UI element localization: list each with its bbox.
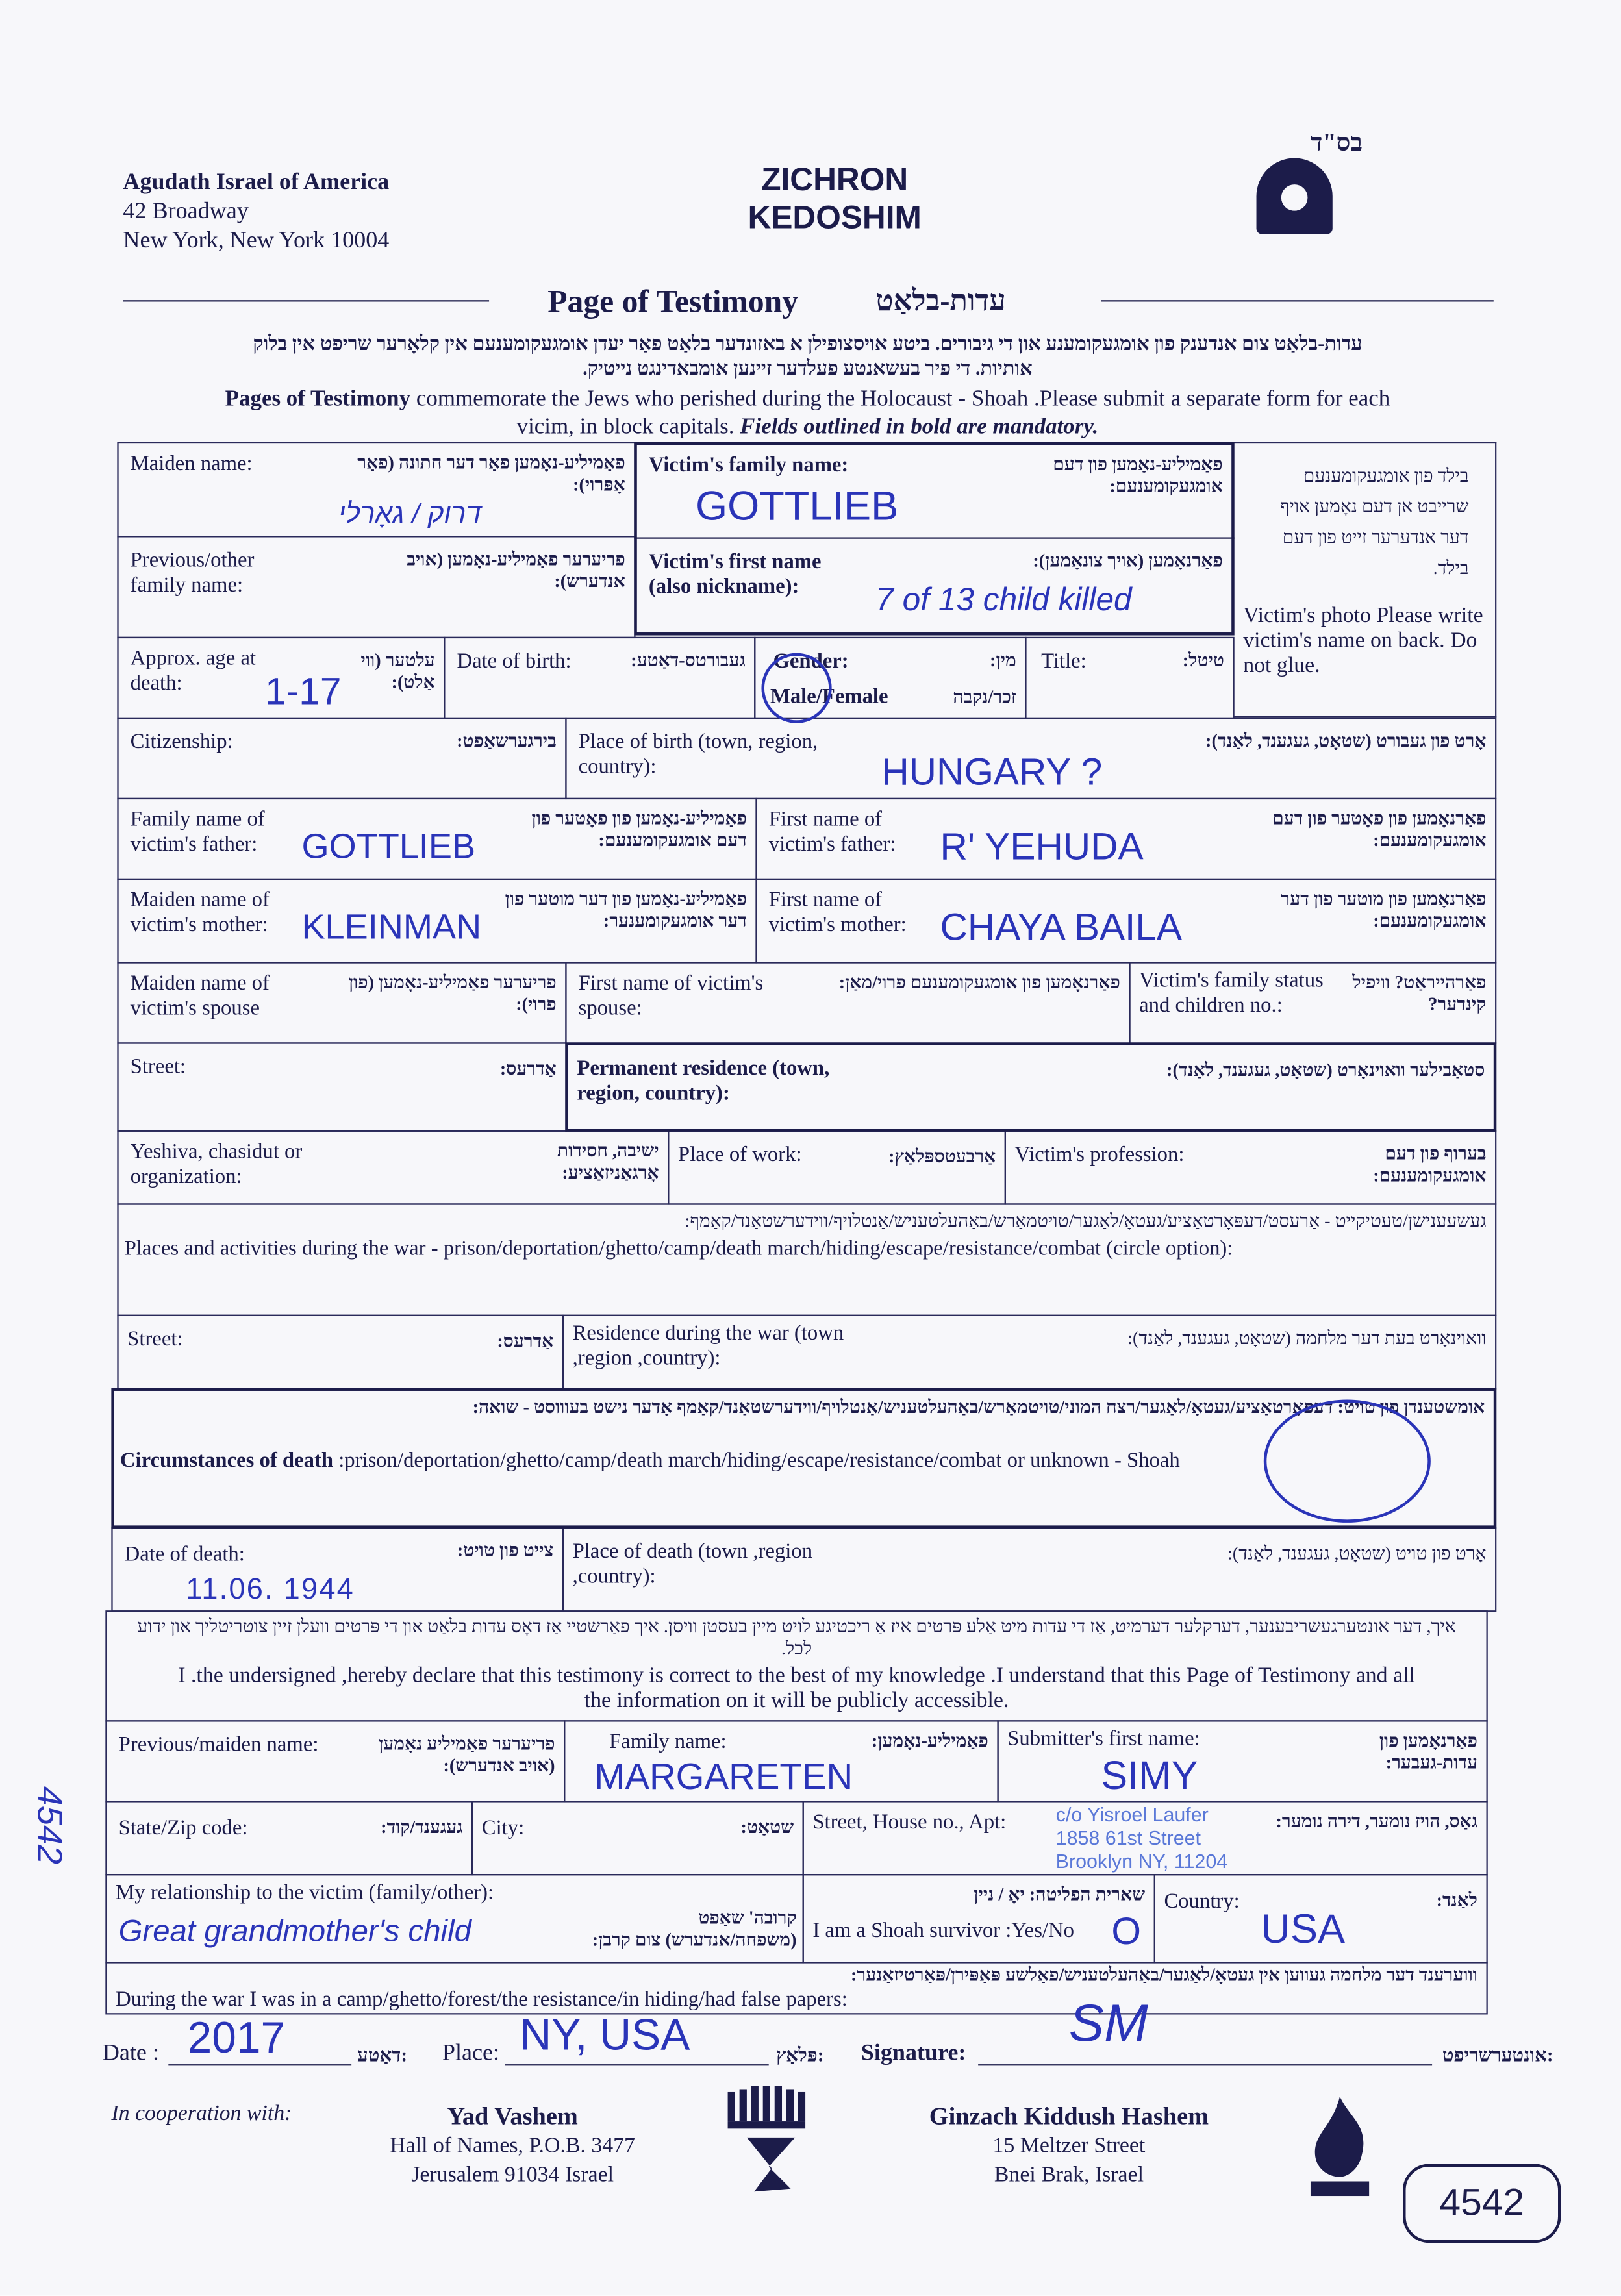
photo-instructions-hebrew: בילד פון אומגעקומענעם שרייבט אן דעם נאָמען אויף דער אנדערער זייט פון דעם בילד.: [1279, 465, 1469, 579]
field-label-hebrew: עלטער (ווי אַלט):: [360, 650, 435, 693]
field-value: דרוק / גאָרלי: [338, 499, 482, 530]
zichron-kedoshim-title: [688, 161, 981, 237]
field-label-hebrew: וווערענד דער מלחמה געווען אין געטאָ/לאַגער/באַהעלטעניש/פאַלשע פּאַפּירן/פּאַרטיזאַנער:: [851, 1964, 1477, 1986]
title-line-2: KEDOSHIM: [748, 199, 922, 236]
submitter-previous-name-field[interactable]: [105, 1720, 565, 1802]
spouse-first-name-field[interactable]: [565, 962, 1130, 1043]
family-status-field[interactable]: [1129, 962, 1496, 1043]
relationship-field[interactable]: [105, 1874, 803, 1964]
field-label-hebrew: פאַרנאָמען פון אומגעקומענעם פרוי/מאַן:: [838, 972, 1120, 993]
city-field[interactable]: [471, 1801, 804, 1875]
victim-photo-area[interactable]: [1233, 442, 1496, 718]
yeshiva-field[interactable]: [117, 1130, 669, 1205]
father-first-name-field[interactable]: [755, 798, 1496, 880]
photo-instructions: Victim's photo Please write victim's name on back. Do not glue.: [1243, 605, 1483, 678]
intro-text-2: vicim, in block capitals.: [516, 414, 735, 440]
field-label-hebrew: וואוינאָרט בעת דער מלחמה (שטאָט, געגענד, לאַנד):: [1127, 1328, 1487, 1349]
field-label: Maiden name of victim's mother:: [130, 888, 270, 938]
field-value: SIMY: [1101, 1754, 1198, 1798]
field-value: HUNGARY ?: [881, 749, 1103, 794]
field-label: Victim's family name:: [648, 453, 849, 478]
date-of-birth-field[interactable]: [444, 637, 755, 719]
field-label: First name of victim's spouse:: [578, 972, 764, 1021]
intro-text: commemorate the Jews who perished during the Holocaust - Shoah .Please submit a separate form for each: [410, 386, 1390, 412]
submitter-first-name-field[interactable]: [997, 1720, 1487, 1802]
field-label: Residence during the war (town ,region ,country):: [572, 1321, 844, 1371]
intro-english: [123, 385, 1492, 441]
field-label-hebrew: ישיבה, חסידות אָרגאַניזאַציע:: [557, 1140, 659, 1183]
field-label: First name of victim's mother:: [768, 888, 907, 938]
field-value: 11.06. 1944: [186, 1573, 355, 1606]
field-label-hebrew: לאַנד:: [1436, 1890, 1477, 1911]
place-of-death-field[interactable]: [562, 1527, 1496, 1612]
state-zip-field[interactable]: [105, 1801, 473, 1875]
permanent-residence-field[interactable]: [565, 1042, 1496, 1132]
field-label: Street:: [127, 1328, 183, 1352]
field-label: Citizenship:: [130, 730, 233, 755]
cooperation-label: In cooperation with:: [111, 2102, 292, 2126]
field-label-hebrew: פאַרהייראַט? וויפיל קינדער?: [1352, 972, 1487, 1015]
yad-vashem-address: Hall of Names, P.O.B. 3477: [390, 2134, 635, 2158]
field-label: Submitter's first name:: [1007, 1727, 1200, 1751]
field-label: Street, House no., Apt:: [812, 1811, 1007, 1835]
gender-female-option[interactable]: Female: [822, 685, 888, 709]
victim-family-name-field[interactable]: [634, 442, 1234, 538]
field-value: USA: [1261, 1906, 1346, 1952]
field-value: 7 of 13 child killed: [875, 581, 1132, 618]
yad-vashem-block: [351, 2103, 673, 2190]
field-label-hebrew: פריערער פאַמיליע-נאָמען (פון פרוי):: [348, 972, 557, 1015]
field-label-hebrew: אַדרעס:: [499, 1058, 557, 1079]
field-label: Circumstances of death: [119, 1449, 334, 1473]
place-of-birth-field[interactable]: [565, 718, 1496, 799]
intro-mandatory-note: Fields outlined in bold are mandatory.: [740, 414, 1099, 440]
field-label-hebrew: גאַס, הויז נומער, דירה נומער:: [1275, 1811, 1477, 1832]
field-label-hebrew: פאַרנאָמען פון מוטער פון דער אומגעקומענעם:: [1281, 888, 1487, 931]
field-label: Approx. age at death:: [130, 647, 257, 695]
intro-bold: Pages of Testimony: [225, 386, 411, 412]
submitter-family-name-field[interactable]: [564, 1720, 999, 1802]
date-of-death-field[interactable]: [111, 1527, 564, 1612]
date-underline: [168, 2064, 351, 2065]
field-label: Date of birth:: [457, 650, 572, 674]
flame-logo-icon: [1303, 2097, 1377, 2199]
ginzach-block: [886, 2103, 1252, 2190]
gender-options: Male/Female: [770, 685, 888, 709]
field-label: Place of birth (town, region, country):: [578, 730, 818, 779]
place-underline: [505, 2064, 769, 2065]
gender-options-hebrew: זכר/נקבה: [953, 686, 1016, 708]
bsd-mark: בס"ד: [1310, 129, 1363, 157]
date-label: Date :: [102, 2041, 159, 2066]
yad-vashem-logo-icon: [725, 2086, 812, 2196]
field-label-hebrew: פאַמיליע-נאָמען פון דער מוטער פון דער אומגעקומענער:: [505, 888, 747, 931]
field-label-hebrew: אומשטענדן פון טויט: דעפּאָרטאַציע/געטאָ/לאַגער/רצח המוני/טויטמאַרש/באַהעלטעניש/אַנטלויף/ווידערשטאַנד/קאַמף אָדער נישט בעוווסט - שואה:: [472, 1396, 1485, 1417]
field-label-hebrew: פאַמיליע-נאָמען פאַר דער חתונה (פאַר אָפּרוי):: [357, 452, 625, 495]
mother-maiden-name-field[interactable]: [117, 879, 757, 964]
org-name: Agudath Israel of America: [123, 169, 390, 195]
field-value: GOTTLIEB: [301, 827, 476, 867]
field-label: Gender:: [773, 650, 849, 674]
survivor-no-mark: O: [1111, 1909, 1141, 1953]
org-block: [123, 168, 389, 256]
field-label: Previous/maiden name:: [118, 1733, 319, 1757]
field-value: R' YEHUDA: [940, 824, 1144, 869]
org-address-2: New York, New York 10004: [123, 228, 390, 254]
gender-male-option[interactable]: Male: [770, 685, 816, 709]
war-street-field[interactable]: [117, 1315, 564, 1390]
tablets-logo-icon: [1257, 158, 1333, 234]
field-label: Victim's profession:: [1014, 1143, 1185, 1167]
circumstances-of-death-field[interactable]: [111, 1388, 1496, 1528]
place-label-hebrew: פּלאַץ:: [775, 2043, 824, 2066]
field-value: KLEINMAN: [301, 907, 482, 947]
field-label-hebrew: פאַרנאָמען פון עדות-געבער:: [1379, 1730, 1477, 1773]
field-label-hebrew: סטאַבילער וואוינאָרט (שטאָט, געגענד, לאַנד):: [1166, 1060, 1485, 1080]
maiden-name-field[interactable]: [117, 442, 635, 538]
field-value: CHAYA BAILA: [940, 905, 1183, 949]
signature-value[interactable]: SM: [1068, 1992, 1148, 2053]
field-label-hebrew: פאַמיליע-נאָמען פון פאָטער פון דעם אומגעקומענעם:: [531, 808, 747, 851]
declaration-box: [105, 1610, 1487, 1721]
field-label: My relationship to the victim (family/other):: [116, 1881, 494, 1905]
date-value[interactable]: 2017: [187, 2014, 286, 2063]
field-label: Place of work:: [677, 1143, 802, 1167]
divider: [1101, 300, 1494, 301]
field-label-hebrew: געגענד/קוד:: [381, 1817, 463, 1838]
intro-hebrew-line: עדות-בלאַט צום אנדענק פון אומגעקומענע און די גיבורים. ביטע אויסצופילן א באזונדער בלאַט פאַר יעדן אומגעקומענעם אין קלאָרער שריפט אין בלוק: [253, 332, 1363, 355]
declaration-hebrew: איך, דער אונטערגעשריבענער, דערקלער דערמיט, אַז די עדות מיט אַלע פּרטים איז אַ ריכטיגע לויט מיין בעסטן וויסן. איך פאַרשטיי אַז דאָס עדות בלאַט און די פּרטים וועלן זיין צוטריטליך און ידוע לכל.: [137, 1616, 1456, 1659]
divider: [123, 300, 489, 301]
field-label: Maiden name of victim's spouse: [130, 972, 270, 1021]
war-residence-field[interactable]: [562, 1315, 1496, 1390]
field-label: First name of victim's father:: [768, 808, 896, 856]
title-line-1: ZICHRON: [761, 161, 909, 198]
spouse-maiden-name-field[interactable]: [117, 962, 566, 1043]
field-label-hebrew: פריערער פאַמיליע נאָמען (אויב אנדערש):: [379, 1733, 555, 1776]
field-label-hebrew: קרובה' שאַפט (משפחה/אנדערש) צום קרבן:: [592, 1907, 797, 1951]
field-options: :prison/deportation/ghetto/camp/death march/hiding/escape/resistance/combat or unknown - Shoah: [333, 1449, 1180, 1473]
field-label: Date of death:: [124, 1543, 245, 1567]
yad-vashem-address: Jerusalem 91034 Israel: [411, 2164, 614, 2188]
field-label: Victim's first name (also nickname):: [648, 550, 822, 599]
field-label: Street:: [130, 1055, 186, 1079]
ginzach-address: 15 Meltzer Street: [992, 2134, 1146, 2158]
age-at-death-field[interactable]: [117, 637, 445, 719]
street-field[interactable]: [117, 1042, 566, 1132]
male-circle-mark: [761, 653, 831, 723]
field-value: Great grandmother's child: [118, 1915, 471, 1949]
field-label: Country:: [1164, 1890, 1240, 1914]
field-label-hebrew: אָרט פון געבורט (שטאָט, געגענד, לאַנד):: [1205, 730, 1487, 751]
war-places-field[interactable]: [117, 1203, 1496, 1316]
field-label: Maiden name:: [130, 452, 253, 476]
record-number: 4542: [1403, 2164, 1561, 2243]
intro-hebrew: [123, 331, 1492, 381]
mother-first-name-field[interactable]: [755, 879, 1496, 964]
field-label: State/Zip code:: [118, 1817, 248, 1841]
field-label: Places and activities during the war - prison/deportation/ghetto/camp/death march/hiding/escape/resistance/combat (circle option):: [124, 1237, 1233, 1261]
field-label-hebrew: טיטל:: [1182, 650, 1224, 671]
field-label-hebrew: פאַמיליע-נאָמען פון דעם אומגעקומענעם:: [1053, 453, 1223, 497]
field-value: 1-17: [265, 669, 342, 714]
field-label-hebrew: אַדרעס:: [497, 1330, 554, 1352]
field-label: Permanent residence (town, region, country):: [577, 1056, 830, 1106]
intro-hebrew-line: אותיות. די פיר בעשאנטע פעלדער זיינען אומבאדינגט נייטיק.: [583, 357, 1033, 379]
shoah-survivor-field[interactable]: [803, 1874, 1155, 1964]
shoah-circle-mark: [1264, 1399, 1431, 1522]
place-of-work-field[interactable]: [668, 1130, 1006, 1205]
father-family-name-field[interactable]: [117, 798, 757, 880]
field-label: Family name of victim's father:: [130, 808, 265, 856]
field-label-hebrew: פריערער פאַמיליע-נאָמען (אויב אנדערש):: [407, 549, 625, 592]
margin-note: 4542: [29, 1786, 69, 1865]
address-stamp: [1056, 1804, 1228, 1874]
field-label: Victim's family status and children no.:: [1139, 969, 1324, 1018]
during-war-field[interactable]: [105, 1962, 1487, 2014]
yad-vashem-name: Yad Vashem: [447, 2102, 578, 2130]
field-label-hebrew: אַרבעטספּלאַץ:: [888, 1146, 996, 1167]
field-label-hebrew: מין:: [990, 650, 1016, 671]
field-label-hebrew: פאַרנאָמען פון פאָטער פון דעם אומגעקומענעם:: [1272, 808, 1487, 851]
field-label-hebrew: געבורטס-דאַטע:: [631, 650, 746, 671]
page-title-hebrew: עדות-בלאַט: [875, 285, 1006, 318]
field-label: City:: [481, 1817, 525, 1841]
field-label: Family name:: [609, 1730, 727, 1754]
declaration-text: I .the undersigned ,hereby declare that this testimony is correct to the best of my knowledge .I understand that this Page of Testimony and all the information on it will be publicly accessible.: [178, 1664, 1415, 1713]
ginzach-name: Ginzach Kiddush Hashem: [929, 2102, 1209, 2130]
field-label: Yeshiva, chasidut or organization:: [130, 1140, 303, 1189]
field-label-hebrew: שארית הפליטה: יאָ / ניין: [974, 1884, 1146, 1905]
title-field[interactable]: [1025, 637, 1234, 719]
signature-label-hebrew: אונטערשריפט:: [1442, 2043, 1553, 2066]
stamp-line: Brooklyn NY, 11204: [1055, 1850, 1228, 1873]
citizenship-field[interactable]: [117, 718, 566, 799]
field-label: During the war I was in a camp/ghetto/forest/the resistance/in hiding/had false papers:: [116, 1988, 848, 2012]
field-label-hebrew: שטאָט:: [740, 1817, 794, 1838]
field-label-hebrew: בירגערשאַפט:: [457, 730, 557, 751]
field-label: Previous/other family name:: [130, 549, 255, 597]
previous-family-name-field[interactable]: [117, 536, 635, 638]
field-value: MARGARETEN: [594, 1756, 853, 1798]
field-value: GOTTLIEB: [695, 483, 899, 529]
place-label: Place:: [442, 2041, 500, 2066]
field-label-hebrew: אָרט פון טויט (שטאָט, געגענד, לאַנד):: [1227, 1543, 1487, 1564]
field-label-hebrew: צייט פון טויט:: [457, 1540, 554, 1561]
place-value[interactable]: NY, USA: [520, 2011, 690, 2060]
signature-label: Signature:: [861, 2041, 966, 2066]
country-field[interactable]: [1154, 1874, 1488, 1964]
field-label-hebrew: בערוף פון דעם אומגעקומענעם:: [1373, 1143, 1487, 1186]
field-label: Place of death (town ,region ,country):: [572, 1540, 813, 1589]
field-label-hebrew: געשעענישן/טעטיקייט - אַרעסט/דעפּאָרטאַציע/געטאָ/לאַגער/טויטמאַרש/באַהעלטעניש/אַנטלויף/ווידערשטאַנד/קאַמף:: [685, 1210, 1487, 1232]
field-label: Title:: [1041, 650, 1087, 674]
gender-field[interactable]: [754, 637, 1026, 719]
date-label-hebrew: דאַטע:: [357, 2043, 408, 2066]
stamp-line: 1858 61st Street: [1055, 1827, 1201, 1849]
submitter-street-field[interactable]: [803, 1801, 1488, 1875]
page-title: Page of Testimony: [547, 282, 799, 319]
signature-underline: [978, 2064, 1432, 2065]
profession-field[interactable]: [1005, 1130, 1497, 1205]
stamp-line: c/o Yisroel Laufer: [1055, 1803, 1209, 1826]
field-label: I am a Shoah survivor :Yes/No: [812, 1919, 1074, 1943]
field-label-hebrew: פאַמיליע-נאָמען:: [871, 1730, 988, 1751]
org-address-1: 42 Broadway: [123, 199, 249, 224]
field-label-hebrew: פאַרנאָמען (אויך צונאָמען):: [1033, 550, 1223, 571]
ginzach-address: Bnei Brak, Israel: [994, 2164, 1144, 2188]
victim-first-name-field[interactable]: [634, 539, 1234, 636]
